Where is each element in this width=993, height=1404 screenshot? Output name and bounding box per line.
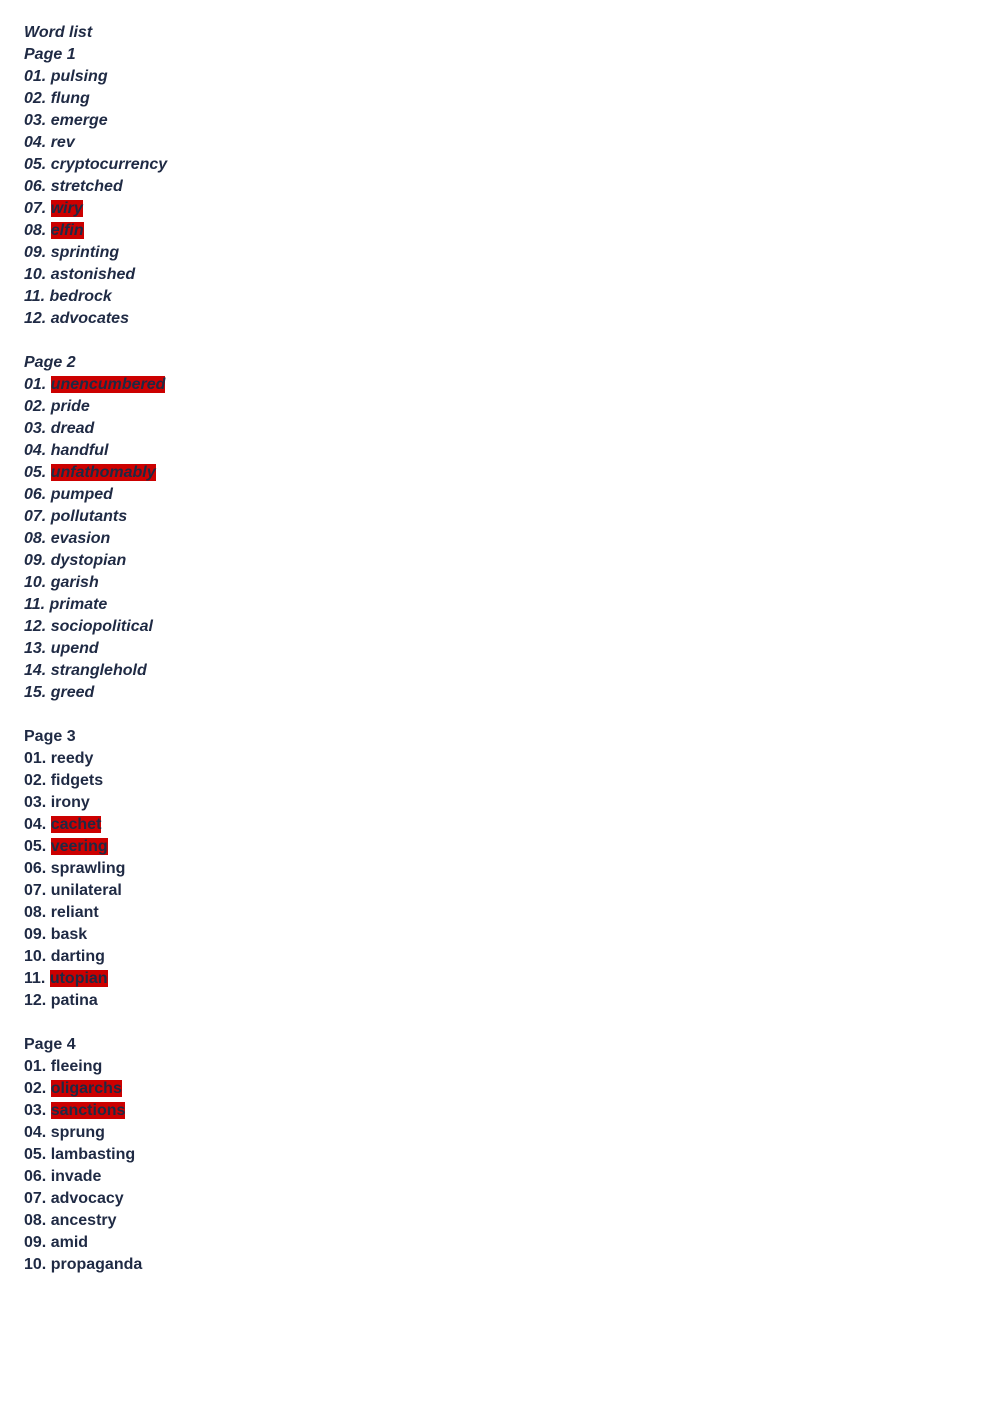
word: primate: [49, 596, 108, 613]
word-section-1: [24, 44, 167, 330]
word: patina: [50, 992, 98, 1009]
item-number: 04.: [24, 442, 47, 459]
item-number: 04.: [24, 1124, 47, 1141]
word-list-item: [24, 1188, 167, 1210]
word-list-item: [24, 374, 167, 396]
word-list-item: [24, 902, 167, 924]
word: stranglehold: [50, 662, 147, 679]
item-number: 02.: [24, 90, 47, 107]
item-number: 07.: [24, 882, 47, 899]
word: greed: [50, 684, 95, 701]
item-number: 10.: [24, 574, 47, 591]
word-list-item: [24, 770, 167, 792]
word: pollutants: [50, 508, 128, 525]
item-number: 09.: [24, 1234, 47, 1251]
word-list-item: [24, 264, 167, 286]
word: flung: [50, 90, 90, 107]
item-number: 12.: [24, 618, 47, 635]
item-number: 07.: [24, 508, 47, 525]
word-list-item: [24, 308, 167, 330]
word-list-document: [24, 22, 167, 1276]
word-list-item: [24, 418, 167, 440]
item-number: 09.: [24, 926, 47, 943]
word-list-item: [24, 176, 167, 198]
word-list-item: [24, 242, 167, 264]
section-heading: Page 2: [24, 354, 76, 371]
word: fleeing: [50, 1058, 103, 1075]
word-list-item: [24, 462, 167, 484]
word: pumped: [50, 486, 113, 503]
item-number: 09.: [24, 552, 47, 569]
word-list-item: [24, 594, 167, 616]
word-list-item: [24, 990, 167, 1012]
item-number: 04.: [24, 816, 47, 833]
word-list-item: [24, 572, 167, 594]
word-list-item: [24, 1078, 167, 1100]
word-list-item: [24, 946, 167, 968]
item-number: 02.: [24, 398, 47, 415]
item-number: 09.: [24, 244, 47, 261]
word: astonished: [50, 266, 136, 283]
word: sprawling: [50, 860, 126, 877]
item-number: 12.: [24, 992, 47, 1009]
highlighted-word: unfathomably: [50, 464, 156, 481]
item-number: 06.: [24, 486, 47, 503]
word: sprinting: [50, 244, 120, 261]
word-list-item: [24, 924, 167, 946]
word-list-item: [24, 660, 167, 682]
word: pride: [50, 398, 90, 415]
word: irony: [50, 794, 90, 811]
highlighted-word: unencumbered: [50, 376, 166, 393]
word-list-item: [24, 198, 167, 220]
word: amid: [50, 1234, 89, 1251]
word: emerge: [50, 112, 108, 129]
highlighted-word: wiry: [50, 200, 83, 217]
word-list-item: [24, 286, 167, 308]
word-list-item: [24, 484, 167, 506]
word: rev: [50, 134, 75, 151]
word-section-2: [24, 352, 167, 704]
word: advocacy: [50, 1190, 124, 1207]
item-number: 11.: [24, 970, 46, 987]
word: unilateral: [50, 882, 122, 899]
word-list-item: [24, 792, 167, 814]
word: upend: [50, 640, 99, 657]
word: propaganda: [50, 1256, 143, 1273]
item-number: 15.: [24, 684, 47, 701]
item-number: 07.: [24, 1190, 47, 1207]
word-list-item: [24, 1232, 167, 1254]
word: dread: [50, 420, 95, 437]
item-number: 01.: [24, 1058, 47, 1075]
word-list-item: [24, 1254, 167, 1276]
word: bask: [50, 926, 88, 943]
item-number: 11.: [24, 596, 46, 613]
highlighted-word: cachet: [50, 816, 102, 833]
item-number: 05.: [24, 464, 47, 481]
word: invade: [50, 1168, 102, 1185]
word: fidgets: [50, 772, 104, 789]
section-heading: Page 3: [24, 728, 76, 745]
section-spacer: [24, 330, 167, 352]
item-number: 02.: [24, 1080, 47, 1097]
section-heading: Page 4: [24, 1036, 76, 1053]
item-number: 08.: [24, 530, 47, 547]
item-number: 01.: [24, 376, 47, 393]
document-title: Word list: [24, 24, 93, 41]
highlighted-word: sanctions: [50, 1102, 126, 1119]
word: evasion: [50, 530, 111, 547]
word-list-item: [24, 528, 167, 550]
item-number: 05.: [24, 156, 47, 173]
word-list-item: [24, 88, 167, 110]
item-number: 12.: [24, 310, 47, 327]
word-list-item: [24, 748, 167, 770]
word-list-item: [24, 1210, 167, 1232]
item-number: 10.: [24, 948, 47, 965]
word: sociopolitical: [50, 618, 153, 635]
word-list-item: [24, 616, 167, 638]
item-number: 10.: [24, 1256, 47, 1273]
item-number: 03.: [24, 112, 47, 129]
word-list-item: [24, 220, 167, 242]
word: lambasting: [50, 1146, 136, 1163]
word: handful: [50, 442, 109, 459]
item-number: 08.: [24, 904, 47, 921]
item-number: 01.: [24, 750, 47, 767]
word: reedy: [50, 750, 94, 767]
word-list-item: [24, 66, 167, 88]
word-list-item: [24, 1100, 167, 1122]
word-list-item: [24, 440, 167, 462]
item-number: 04.: [24, 134, 47, 151]
highlighted-word: elfin: [50, 222, 84, 239]
word-list-item: [24, 110, 167, 132]
section-spacer: [24, 704, 167, 726]
item-number: 08.: [24, 1212, 47, 1229]
word-list-item: [24, 550, 167, 572]
word-list-item: [24, 880, 167, 902]
item-number: 13.: [24, 640, 47, 657]
word-list-item: [24, 638, 167, 660]
word: pulsing: [50, 68, 108, 85]
word-list-item: [24, 132, 167, 154]
item-number: 05.: [24, 1146, 47, 1163]
word: garish: [50, 574, 99, 591]
word-list-item: [24, 1122, 167, 1144]
word-section-4: [24, 1034, 167, 1276]
item-number: 01.: [24, 68, 47, 85]
word-list-item: [24, 1144, 167, 1166]
word-list-item: [24, 1056, 167, 1078]
item-number: 02.: [24, 772, 47, 789]
highlighted-word: utopian: [49, 970, 108, 987]
word: ancestry: [50, 1212, 117, 1229]
item-number: 08.: [24, 222, 47, 239]
word: reliant: [50, 904, 99, 921]
word-list-item: [24, 154, 167, 176]
word-list-item: [24, 506, 167, 528]
word: cryptocurrency: [50, 156, 168, 173]
item-number: 07.: [24, 200, 47, 217]
word-list-item: [24, 396, 167, 418]
word: dystopian: [50, 552, 127, 569]
word-list-item: [24, 968, 167, 990]
word: sprung: [50, 1124, 105, 1141]
word-list-item: [24, 858, 167, 880]
word-list-item: [24, 1166, 167, 1188]
highlighted-word: oligarchs: [50, 1080, 122, 1097]
item-number: 11.: [24, 288, 46, 305]
section-heading: Page 1: [24, 46, 76, 63]
item-number: 06.: [24, 860, 47, 877]
item-number: 03.: [24, 420, 47, 437]
word-list-item: [24, 682, 167, 704]
item-number: 14.: [24, 662, 47, 679]
item-number: 10.: [24, 266, 47, 283]
item-number: 06.: [24, 1168, 47, 1185]
item-number: 06.: [24, 178, 47, 195]
item-number: 03.: [24, 1102, 47, 1119]
word-section-3: [24, 726, 167, 1012]
item-number: 05.: [24, 838, 47, 855]
item-number: 03.: [24, 794, 47, 811]
highlighted-word: veering: [50, 838, 108, 855]
word: advocates: [50, 310, 129, 327]
word: darting: [50, 948, 105, 965]
word: stretched: [50, 178, 123, 195]
word-list-item: [24, 814, 167, 836]
word: bedrock: [49, 288, 112, 305]
section-spacer: [24, 1012, 167, 1034]
sections-container: [24, 44, 167, 1276]
word-list-item: [24, 836, 167, 858]
